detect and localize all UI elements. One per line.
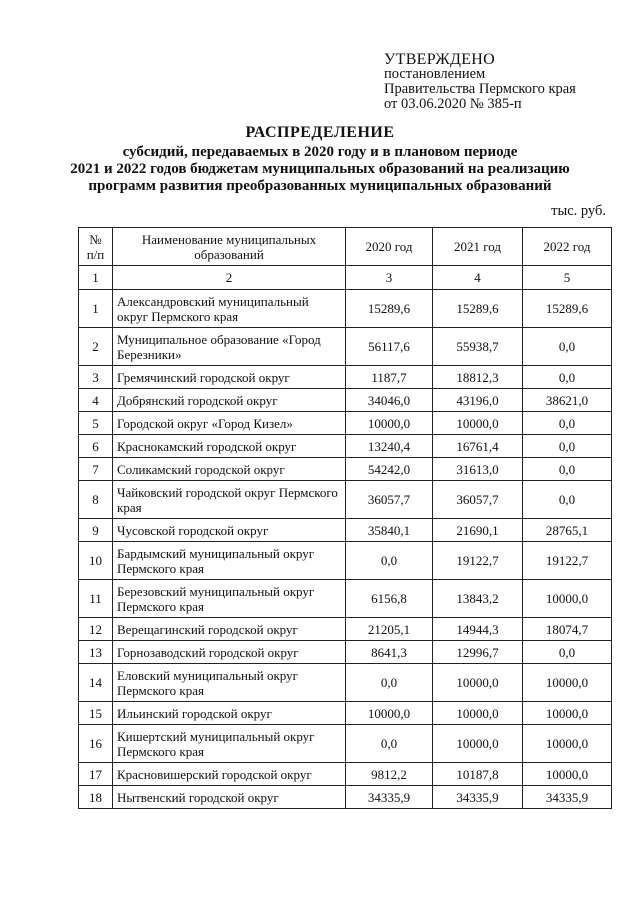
row-value-2021: 10000,0 [433,412,523,435]
row-value-2021: 10187,8 [433,763,523,786]
row-value-2021: 31613,0 [433,458,523,481]
row-value-2020: 0,0 [346,725,433,763]
row-name: Бардымский муниципальный округ Пермского края [113,542,346,580]
row-value-2021: 19122,7 [433,542,523,580]
row-number: 8 [79,481,113,519]
table-row [79,328,612,366]
table-row [79,580,612,618]
row-value-2020: 10000,0 [346,702,433,725]
title-main: РАСПРЕДЕЛЕНИЕ [245,124,395,141]
table-row [79,366,612,389]
row-value-2022: 19122,7 [523,542,612,580]
row-value-2022: 0,0 [523,412,612,435]
table-row [79,786,612,809]
row-value-2021: 36057,7 [433,481,523,519]
row-value-2022: 10000,0 [523,580,612,618]
row-value-2020: 13240,4 [346,435,433,458]
row-value-2020: 0,0 [346,542,433,580]
row-name: Горнозаводский городской округ [113,641,346,664]
header-2020: 2020 год [346,228,433,266]
row-value-2020: 21205,1 [346,618,433,641]
table-row [79,641,612,664]
row-name: Александровский муниципальный округ Пермского края [113,290,346,328]
row-name: Соликамский городской округ [113,458,346,481]
row-number: 13 [79,641,113,664]
row-value-2021: 34335,9 [433,786,523,809]
unit-label: тыс. руб. [551,203,606,219]
row-value-2021: 43196,0 [433,389,523,412]
row-value-2021: 12996,7 [433,641,523,664]
table-row [79,618,612,641]
row-name: Гремячинский городской округ [113,366,346,389]
row-value-2022: 28765,1 [523,519,612,542]
row-value-2022: 0,0 [523,435,612,458]
row-name: Березовский муниципальный округ Пермского края [113,580,346,618]
row-number: 5 [79,412,113,435]
row-value-2021: 13843,2 [433,580,523,618]
row-value-2020: 35840,1 [346,519,433,542]
row-value-2020: 15289,6 [346,290,433,328]
table-row [79,702,612,725]
colnum: 1 [79,266,113,290]
row-value-2021: 14944,3 [433,618,523,641]
row-value-2020: 8641,3 [346,641,433,664]
row-number: 10 [79,542,113,580]
header-row [79,228,612,266]
row-name: Кишертский муниципальный округ Пермского края [113,725,346,763]
row-value-2022: 0,0 [523,328,612,366]
row-number: 14 [79,664,113,702]
row-value-2020: 0,0 [346,664,433,702]
row-number: 1 [79,290,113,328]
table-row [79,519,612,542]
row-name: Краснокамский городской округ [113,435,346,458]
table-row [79,763,612,786]
row-number: 6 [79,435,113,458]
row-number: 18 [79,786,113,809]
row-value-2020: 9812,2 [346,763,433,786]
row-value-2022: 18074,7 [523,618,612,641]
row-number: 2 [79,328,113,366]
row-value-2022: 10000,0 [523,702,612,725]
row-value-2021: 15289,6 [433,290,523,328]
row-number: 15 [79,702,113,725]
row-number: 16 [79,725,113,763]
row-value-2020: 1187,7 [346,366,433,389]
row-value-2022: 0,0 [523,366,612,389]
row-value-2022: 0,0 [523,458,612,481]
title-line-3: программ развития преобразованных муниципальных образований [88,178,552,194]
document-title [0,124,640,195]
row-value-2022: 0,0 [523,641,612,664]
row-value-2020: 6156,8 [346,580,433,618]
table-row [79,664,612,702]
approval-line-3: от 03.06.2020 № 385-п [384,96,522,112]
row-name: Городской округ «Город Кизел» [113,412,346,435]
row-name: Чайковский городской округ Пермского края [113,481,346,519]
row-number: 4 [79,389,113,412]
table-row [79,458,612,481]
row-value-2020: 34046,0 [346,389,433,412]
row-number: 11 [79,580,113,618]
row-name: Красновишерский городской округ [113,763,346,786]
table-row [79,412,612,435]
header-2022: 2022 год [523,228,612,266]
row-value-2021: 10000,0 [433,664,523,702]
colnum: 2 [113,266,346,290]
row-number: 12 [79,618,113,641]
row-name: Нытвенский городской округ [113,786,346,809]
table-row [79,290,612,328]
table-row [79,389,612,412]
colnum: 5 [523,266,612,290]
column-number-row [79,266,612,290]
row-value-2020: 54242,0 [346,458,433,481]
table-row [79,725,612,763]
header-num: № п/п [79,228,113,266]
row-value-2021: 10000,0 [433,702,523,725]
row-value-2022: 10000,0 [523,725,612,763]
colnum: 4 [433,266,523,290]
header-name: Наименование муниципальных образований [113,228,346,266]
row-name: Еловский муниципальный округ Пермского края [113,664,346,702]
row-value-2021: 10000,0 [433,725,523,763]
row-value-2022: 38621,0 [523,389,612,412]
header-2021: 2021 год [433,228,523,266]
row-number: 17 [79,763,113,786]
row-value-2021: 55938,7 [433,328,523,366]
table-row [79,481,612,519]
row-value-2022: 15289,6 [523,290,612,328]
row-value-2020: 36057,7 [346,481,433,519]
row-name: Верещагинский городской округ [113,618,346,641]
row-value-2020: 10000,0 [346,412,433,435]
table-row [79,542,612,580]
row-value-2021: 18812,3 [433,366,523,389]
row-value-2022: 10000,0 [523,664,612,702]
row-name: Чусовской городской округ [113,519,346,542]
approval-block [384,52,576,112]
colnum: 3 [346,266,433,290]
row-value-2020: 56117,6 [346,328,433,366]
row-value-2021: 16761,4 [433,435,523,458]
approval-line-2: Правительства Пермского края [384,81,576,97]
row-name: Добрянский городской округ [113,389,346,412]
row-value-2021: 21690,1 [433,519,523,542]
row-value-2020: 34335,9 [346,786,433,809]
row-value-2022: 0,0 [523,481,612,519]
row-name: Ильинский городской округ [113,702,346,725]
approval-head: УТВЕРЖДЕНО [384,51,496,68]
row-name: Муниципальное образование «Город Березники» [113,328,346,366]
row-value-2022: 10000,0 [523,763,612,786]
title-line-2: 2021 и 2022 годов бюджетам муниципальных образований на реализацию [70,161,570,177]
row-number: 3 [79,366,113,389]
row-number: 7 [79,458,113,481]
title-line-1: субсидий, передаваемых в 2020 году и в плановом периоде [122,144,518,160]
distribution-table [78,227,612,809]
row-value-2022: 34335,9 [523,786,612,809]
row-number: 9 [79,519,113,542]
table-row [79,435,612,458]
approval-line-1: постановлением [384,66,486,82]
